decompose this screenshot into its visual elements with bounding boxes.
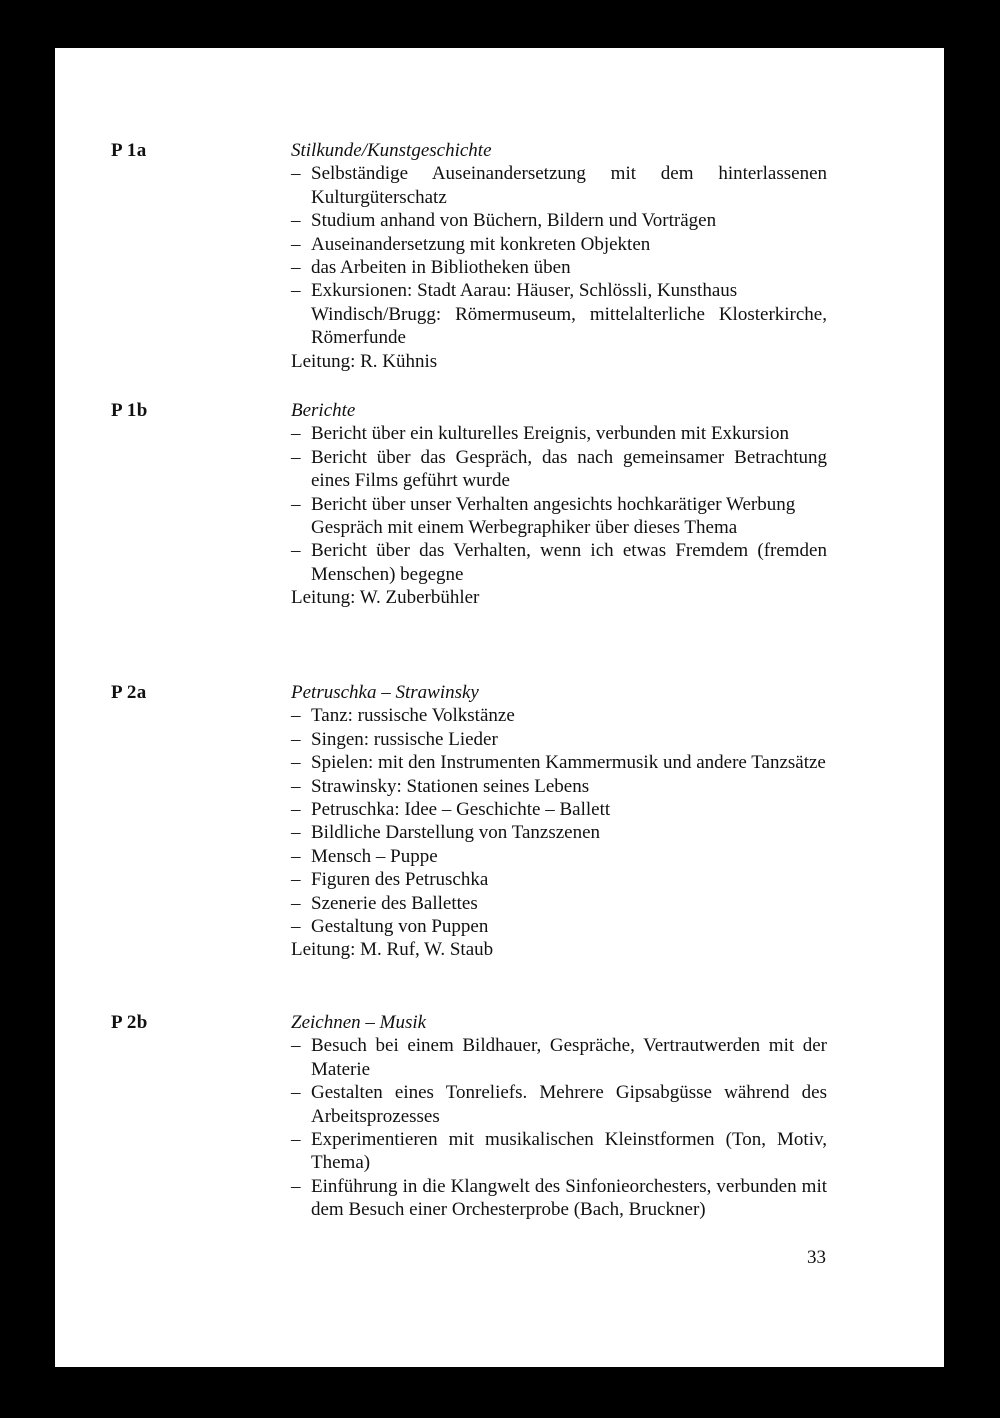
list-item: – Auseinandersetzung mit konkreten Objekten bbox=[291, 233, 827, 256]
list-item: – Experimentieren mit musikalischen Kleinstformen (Ton, Motiv, Thema) bbox=[291, 1128, 827, 1175]
list-item: – Strawinsky: Stationen seines Lebens bbox=[291, 775, 827, 798]
section-leader: Leitung: M. Ruf, W. Staub bbox=[291, 939, 494, 961]
list-item: – Bericht über das Verhalten, wenn ich etwas Fremdem (fremden Menschen) begegne bbox=[291, 539, 827, 586]
list-item-continuation: Windisch/Brugg: Römermuseum, mittelalterliche Klosterkirche, Römerfunde bbox=[311, 303, 827, 349]
list-item: – Gestaltung von Puppen bbox=[291, 915, 827, 938]
section-content bbox=[291, 139, 827, 373]
list-item: – Tanz: russische Volkstänze bbox=[291, 704, 827, 727]
list-item: – Studium anhand von Büchern, Bildern und Vorträgen bbox=[291, 209, 827, 232]
document-page bbox=[55, 48, 944, 1367]
list-item: – Figuren des Petruschka bbox=[291, 868, 827, 891]
section-title: Stilkunde/Kunstgeschichte bbox=[291, 140, 492, 161]
list-item: – Bericht über das Gespräch, das nach gemeinsamer Betrachtung eines Films geführt wurde bbox=[291, 446, 827, 493]
section-content bbox=[291, 1011, 827, 1222]
list-item: – das Arbeiten in Bibliotheken üben bbox=[291, 256, 827, 279]
list-item-continuation: Gespräch mit einem Werbegraphiker über dieses Thema bbox=[311, 517, 738, 539]
section-content bbox=[291, 399, 827, 610]
section-code: P 1b bbox=[111, 400, 148, 421]
list-item: – Singen: russische Lieder bbox=[291, 728, 827, 751]
list-item: – Bericht über unser Verhalten angesichts hochkarätiger Werbung bbox=[291, 493, 827, 516]
list-item: – Bildliche Darstellung von Tanzszenen bbox=[291, 821, 827, 844]
list-item: – Selbständige Auseinandersetzung mit dem hinterlassenen Kulturgüterschatz bbox=[291, 162, 827, 209]
section-leader: Leitung: W. Zuberbühler bbox=[291, 587, 480, 609]
list-item: – Besuch bei einem Bildhauer, Gespräche, Vertrautwerden mit der Materie bbox=[291, 1034, 827, 1081]
section-content bbox=[291, 681, 827, 962]
list-item: – Spielen: mit den Instrumenten Kammermusik und andere Tanzsätze bbox=[291, 751, 827, 774]
section-title: Zeichnen – Musik bbox=[291, 1012, 427, 1033]
section-code: P 2b bbox=[111, 1012, 148, 1033]
page-number: 33 bbox=[807, 1247, 826, 1268]
list-item: – Bericht über ein kulturelles Ereignis, verbunden mit Exkursion bbox=[291, 422, 827, 445]
section-leader: Leitung: R. Kühnis bbox=[291, 350, 438, 372]
section-code: P 2a bbox=[111, 682, 147, 703]
list-item: – Szenerie des Ballettes bbox=[291, 892, 827, 915]
section-title: Petruschka – Strawinsky bbox=[291, 682, 479, 703]
list-item: – Einführung in die Klangwelt des Sinfonieorchesters, verbunden mit dem Besuch einer Orchesterprobe (Bach, Bruckner) bbox=[291, 1175, 827, 1222]
section-title: Berichte bbox=[291, 400, 356, 421]
section-code: P 1a bbox=[111, 140, 147, 161]
list-item: – Exkursionen: Stadt Aarau: Häuser, Schlössli, Kunsthaus bbox=[291, 279, 827, 302]
list-item: – Petruschka: Idee – Geschichte – Ballett bbox=[291, 798, 827, 821]
list-item: – Gestalten eines Tonreliefs. Mehrere Gipsabgüsse während des Arbeitsprozesses bbox=[291, 1081, 827, 1128]
list-item: – Mensch – Puppe bbox=[291, 845, 827, 868]
